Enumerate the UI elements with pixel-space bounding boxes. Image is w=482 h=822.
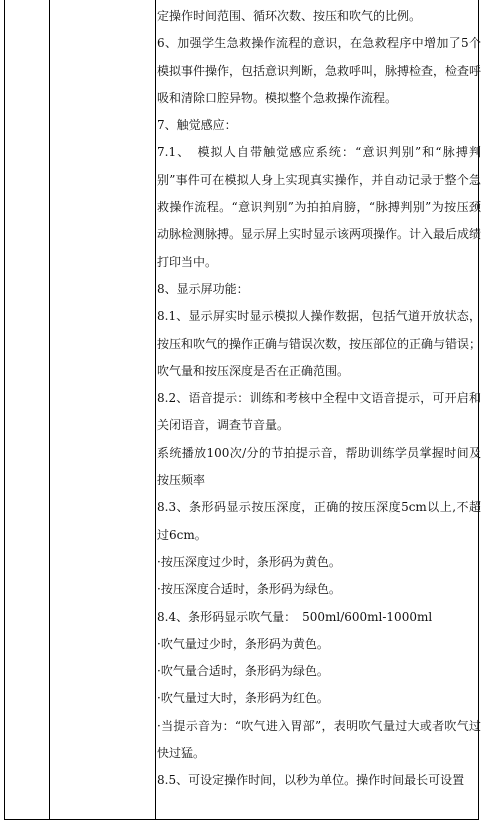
column-divider-2	[155, 0, 156, 819]
paragraph: 8.2、语音提示：训练和考核中全程中文语音提示，可开启和关闭语音，调查节音量。	[157, 391, 481, 433]
section-heading: 7、触觉感应：	[157, 118, 237, 133]
column-divider-1	[49, 0, 50, 819]
section-heading: 8、显示屏功能：	[157, 281, 249, 296]
paragraph: 8.4、条形码显示吹气量： 500ml/600ml-1000ml	[157, 609, 433, 624]
spec-table	[4, 0, 482, 820]
bullet-item: ·吹气量合适时，条形码为绿色。	[157, 664, 329, 679]
paragraph: 定操作时间范围、循环次数、按压和吹气的比例。	[157, 9, 422, 23]
bullet-item: ·按压深度合适时，条形码为绿色。	[157, 582, 341, 597]
paragraph: 系统播放100次/分的节拍提示音，帮助训练学员掌握时间及按压频率	[157, 445, 481, 488]
bullet-item: ·吹气量过少时，条形码为黄色。	[157, 636, 329, 651]
paragraph: 8.5、可设定操作时间，以秒为单位。操作时间最长可设置	[157, 773, 465, 788]
paragraph: 7.1、 模拟人自带触觉感应系统：“意识判别”和“脉搏判别”事件可在模拟人身上实现真实操作，并自动记录于整个急救操作流程。“意识判别”为拍拍肩膀，“脉搏判别”为按压颈动脉检测脉搏。显示屏上实时显示该两项操作。计入最后成绩打印当中。	[157, 145, 482, 269]
bullet-item: ·按压深度过少时，条形码为黄色。	[157, 554, 341, 569]
paragraph: 8.3、条形码显示按压深度，正确的按压深度5cm以上,不超过6cm。	[157, 500, 481, 542]
paragraph: 6、加强学生急救操作流程的意识，在急救程序中增加了5个模拟事件操作，包括意识判断，急救呼叫，脉搏检查，检查呼吸和清除口腔异物。模拟整个急救操作流程。	[157, 36, 482, 105]
spec-content-cell	[157, 3, 481, 795]
paragraph: 8.1、显示屏实时显示模拟人操作数据，包括气道开放状态，按压和吹气的操作正确与错误次数，按压部位的正确与错误；吹气量和按压深度是否在正确范围。	[157, 309, 482, 378]
bullet-item: ·当提示音为：“吹气进入胃部”，表明吹气量过大或者吹气过快过猛。	[157, 718, 481, 761]
bullet-item: ·吹气量过大时，条形码为红色。	[157, 691, 329, 706]
